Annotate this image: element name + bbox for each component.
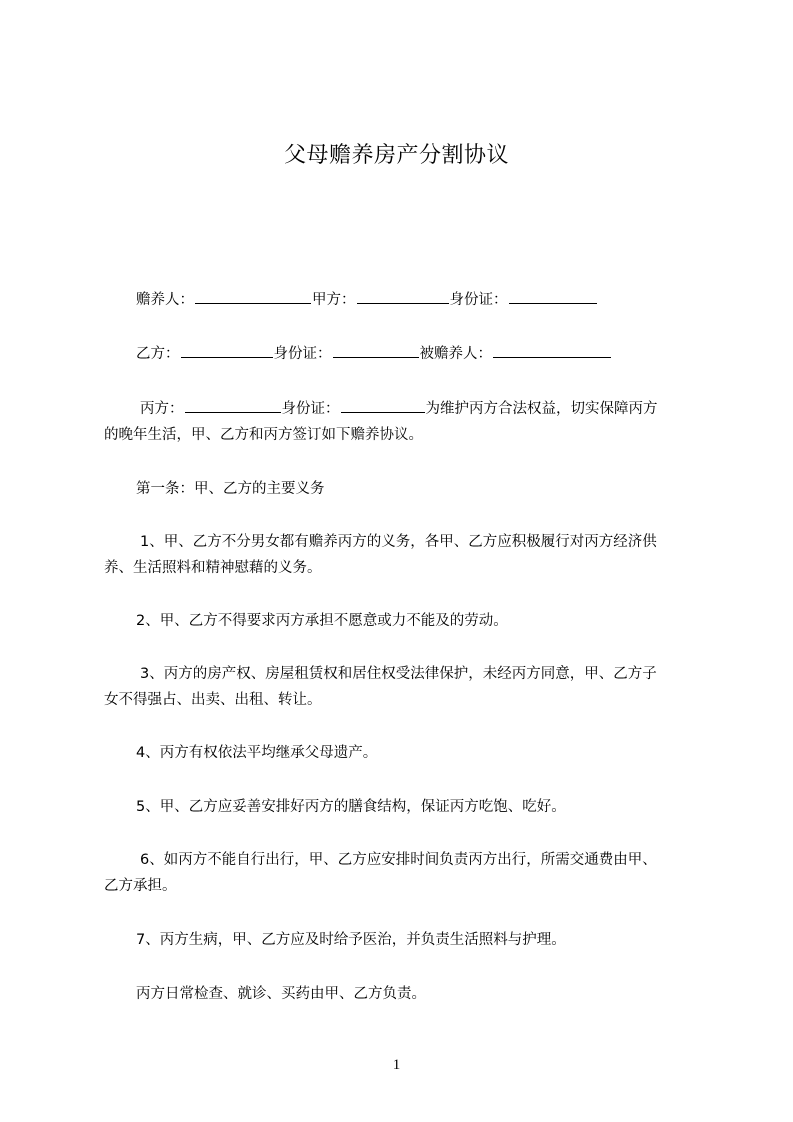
party-line-1	[136, 285, 736, 315]
supporter-label: 赡养人：	[136, 292, 194, 308]
party-a-blank	[357, 285, 449, 304]
id-blank-3	[341, 394, 425, 413]
purpose-text-1: 为维护丙方合法权益，切实保障丙方	[425, 401, 658, 417]
item-5: 5、甲、乙方应妥善安排好丙方的膳食结构，保证丙方吃饱、吃好。	[136, 799, 566, 815]
id-label-2: 身份证：	[273, 346, 332, 362]
item-6-line-2: 乙方承担。	[104, 878, 177, 894]
party-b-label: 乙方：	[136, 346, 180, 362]
id-label-3: 身份证：	[281, 401, 340, 417]
exam-note: 丙方日常检查、就诊、买药由甲、乙方负责。	[136, 986, 426, 1002]
supported-label: 被赡养人：	[419, 346, 492, 362]
item-3-line-2: 女不得强占、出卖、出租、转让。	[104, 692, 322, 708]
item-3-line-1: 3、丙方的房产权、房屋租赁权和居住权受法律保护，未经丙方同意，甲、乙方子	[140, 666, 657, 682]
supported-blank	[493, 339, 611, 358]
supporter-blank	[195, 285, 311, 304]
party-b-blank	[181, 339, 273, 358]
party-a-label: 甲方：	[312, 292, 356, 308]
purpose-line-2: 的晚年生活，甲、乙方和丙方签订如下赡养协议。	[104, 427, 423, 443]
document-title: 父母赡养房产分割协议	[283, 143, 509, 168]
item-1-line-2: 养、生活照料和精神慰藉的义务。	[104, 560, 322, 576]
item-1-line-1: 1、甲、乙方不分男女都有赡养丙方的义务，各甲、乙方应积极履行对丙方经济供	[140, 534, 657, 550]
article-1-heading: 第一条：甲、乙方的主要义务	[136, 481, 325, 497]
party-c-blank	[185, 394, 281, 413]
id-blank-1	[509, 285, 597, 304]
item-4: 4、丙方有权依法平均继承父母遗产。	[136, 745, 378, 761]
id-blank-2	[333, 339, 419, 358]
item-2: 2、甲、乙方不得要求丙方承担不愿意或力不能及的劳动。	[136, 613, 508, 629]
item-6-line-1: 6、如丙方不能自行出行，甲、乙方应安排时间负责丙方出行，所需交通费由甲、	[140, 852, 657, 868]
party-c-label: 丙方：	[140, 401, 184, 417]
party-line-2	[136, 339, 736, 369]
item-7: 7、丙方生病，甲、乙方应及时给予医治，并负责生活照料与护理。	[136, 932, 566, 948]
id-label-1: 身份证：	[449, 292, 508, 308]
page-number: 1	[392, 1057, 401, 1073]
